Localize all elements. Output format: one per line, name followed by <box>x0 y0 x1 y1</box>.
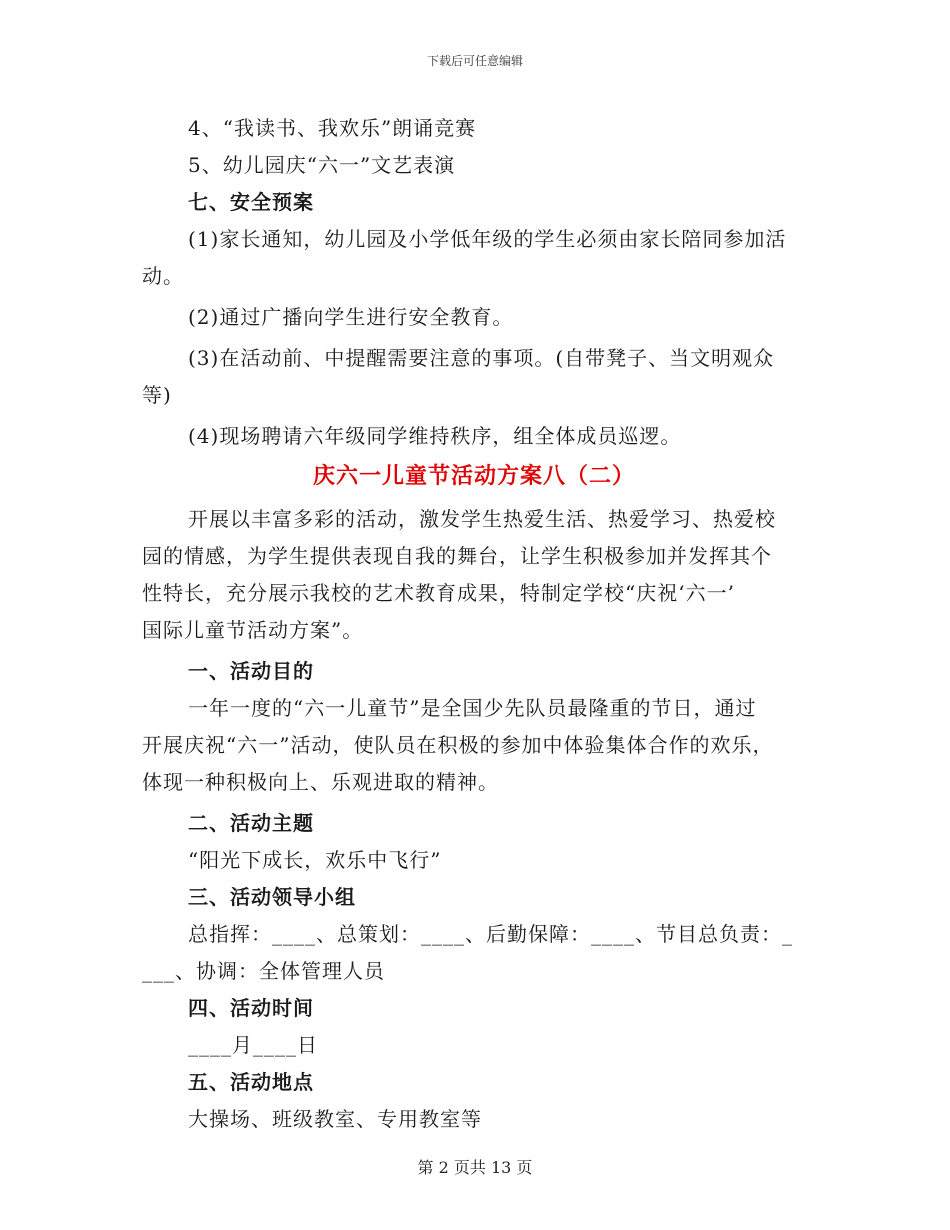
paragraph-line: (3)在活动前、中提醒需要注意的事项。(自带凳子、当文明观众 <box>188 346 775 370</box>
section-heading: 四、活动时间 <box>188 996 314 1020</box>
paragraph-line: 大操场、班级教室、专用教室等 <box>188 1107 482 1131</box>
paragraph-line: 开展以丰富多彩的活动，激发学生热爱生活、热爱学习、热爱校 <box>188 507 776 531</box>
paragraph-line: 开展庆祝“六一”活动，使队员在积极的参加中体验集体合作的欢乐， <box>142 733 774 757</box>
section-heading: 五、活动地点 <box>188 1070 314 1094</box>
section-heading: 三、活动领导小组 <box>188 885 356 909</box>
paragraph-line: “阳光下成长，欢乐中飞行” <box>188 848 442 872</box>
paragraph-line: (4)现场聘请六年级同学维持秩序，组全体成员巡逻。 <box>188 424 682 448</box>
page-footer: 第 2 页共 13 页 <box>417 1158 533 1177</box>
paragraph-line: 性特长，充分展示我校的艺术教育成果，特制定学校“庆祝‘六一’ <box>142 581 735 605</box>
paragraph-line: 等) <box>142 383 172 407</box>
paragraph-line: (1)家长通知，幼儿园及小学低年级的学生必须由家长陪同参加活 <box>188 227 787 251</box>
list-item: 5、幼儿园庆“六一”文艺表演 <box>188 153 456 177</box>
section-heading: 七、安全预案 <box>188 190 314 214</box>
paragraph-line: ___、协调：全体管理人员 <box>142 959 385 983</box>
document-title: 庆六一儿童节活动方案八（二） <box>312 464 635 489</box>
paragraph-line: (2)通过广播向学生进行安全教育。 <box>188 305 514 329</box>
paragraph-line: 一年一度的“六一儿童节”是全国少先队员最隆重的节日，通过 <box>188 696 757 720</box>
paragraph-line: 国际儿童节活动方案”。 <box>142 618 364 642</box>
section-heading: 二、活动主题 <box>188 811 314 835</box>
section-heading: 一、活动目的 <box>188 659 314 683</box>
list-item: 4、“我读书、我欢乐”朗诵竞赛 <box>188 116 477 140</box>
paragraph-line: 总指挥：____、总策划：____、后勤保障：____、节目总负责：_ <box>188 922 793 946</box>
page-header: 下载后可任意编辑 <box>426 54 523 68</box>
document-body <box>142 110 806 1138</box>
paragraph-line: ____月____日 <box>188 1033 318 1057</box>
paragraph-line: 体现一种积极向上、乐观进取的精神。 <box>142 770 499 794</box>
paragraph-line: 动。 <box>142 264 184 288</box>
paragraph-line: 园的情感，为学生提供表现自我的舞台，让学生积极参加并发挥其个 <box>142 544 772 568</box>
